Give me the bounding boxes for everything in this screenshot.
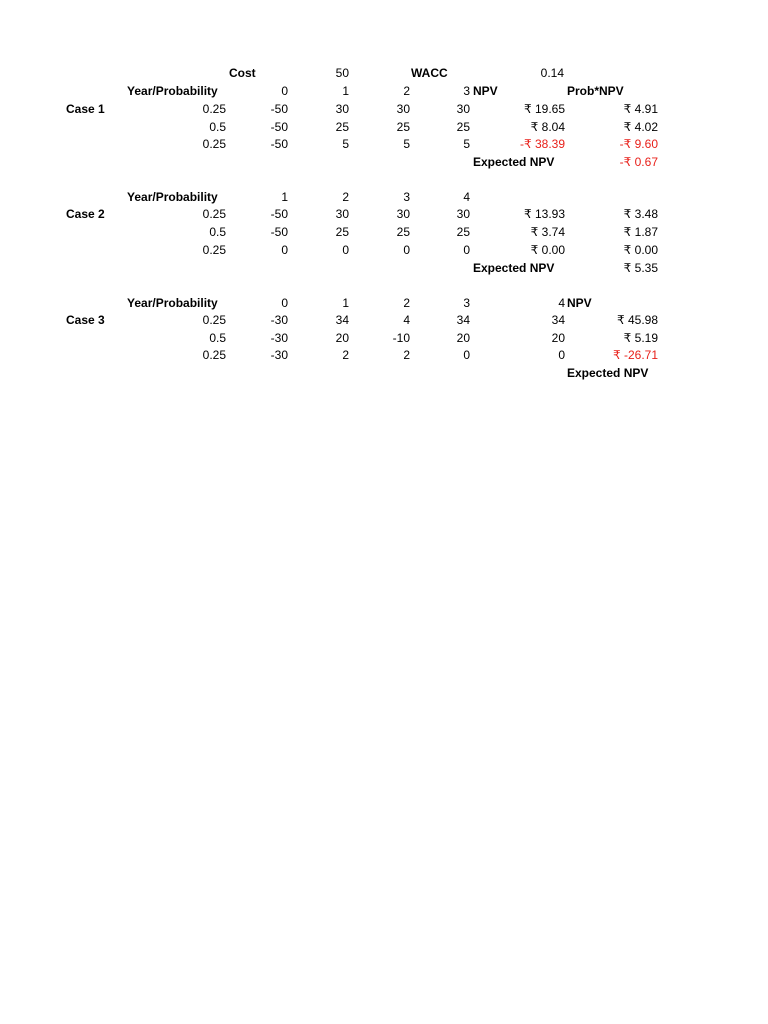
- cashflow-cell: 34: [551, 313, 565, 327]
- probability-cell: 0.25: [202, 207, 226, 221]
- cashflow-cell: 20: [551, 331, 565, 345]
- cashflow-cell: 25: [396, 225, 410, 239]
- cashflow-cell: 5: [463, 137, 470, 151]
- case2-expected-row: [0, 259, 768, 277]
- case3-npv-header: NPV: [567, 296, 592, 310]
- cashflow-cell: 0: [463, 348, 470, 362]
- table-row: [0, 223, 768, 241]
- npv-cell: ₹ 5.19: [623, 331, 658, 345]
- cashflow-cell: 30: [396, 102, 410, 116]
- cashflow-cell: 2: [342, 348, 349, 362]
- cashflow-cell: 30: [335, 207, 349, 221]
- case2-header-row: [0, 188, 768, 206]
- case1-header-row: [0, 82, 768, 100]
- table-row: [0, 329, 768, 347]
- cashflow-cell: 20: [456, 331, 470, 345]
- table-row: [0, 118, 768, 136]
- case3-year-4-header: 4: [558, 296, 565, 310]
- case1-year-1-header: 1: [342, 84, 349, 98]
- case1-year-3-header: 3: [463, 84, 470, 98]
- npv-cell: ₹ 3.74: [530, 225, 565, 239]
- case1-year-0-header: 0: [281, 84, 288, 98]
- cashflow-cell: 20: [335, 331, 349, 345]
- cost-value: 50: [335, 66, 349, 80]
- cashflow-cell: 0: [558, 348, 565, 362]
- case2-year-3-header: 3: [403, 190, 410, 204]
- cashflow-cell: 30: [456, 207, 470, 221]
- cashflow-cell: 25: [335, 225, 349, 239]
- npv-cell: ₹ 19.65: [524, 102, 565, 116]
- case1-label: Case 1: [66, 102, 105, 116]
- cashflow-cell: 0: [281, 243, 288, 257]
- probability-cell: 0.5: [209, 225, 226, 239]
- case3-year-3-header: 3: [463, 296, 470, 310]
- cashflow-cell: 30: [335, 102, 349, 116]
- prob-npv-cell: ₹ 3.48: [623, 207, 658, 221]
- table-row: [0, 205, 768, 223]
- wacc-value: 0.14: [540, 66, 564, 80]
- cashflow-cell: -50: [270, 207, 288, 221]
- cashflow-cell: -10: [392, 331, 410, 345]
- cashflow-cell: -30: [270, 348, 288, 362]
- cashflow-cell: 34: [456, 313, 470, 327]
- case1-year-probability-header: Year/Probability: [127, 84, 218, 98]
- cashflow-cell: -50: [270, 102, 288, 116]
- cashflow-cell: -50: [270, 137, 288, 151]
- case3-year-probability-header: Year/Probability: [127, 296, 218, 310]
- npv-cell: ₹ 8.04: [530, 120, 565, 134]
- case1-npv-header: NPV: [473, 84, 498, 98]
- cashflow-cell: 25: [456, 120, 470, 134]
- cashflow-cell: 0: [403, 243, 410, 257]
- case1-expected-npv-value: -₹ 0.67: [619, 155, 658, 169]
- probability-cell: 0.25: [202, 348, 226, 362]
- case2-year-2-header: 2: [342, 190, 349, 204]
- case3-label: Case 3: [66, 313, 105, 327]
- npv-cell: ₹ 13.93: [524, 207, 565, 221]
- probability-cell: 0.25: [202, 243, 226, 257]
- cost-label: Cost: [229, 66, 256, 80]
- probability-cell: 0.5: [209, 120, 226, 134]
- case2-year-1-header: 1: [281, 190, 288, 204]
- table-row: [0, 311, 768, 329]
- cashflow-cell: 30: [396, 207, 410, 221]
- npv-cell-negative: -₹ 38.39: [520, 137, 565, 151]
- case2-expected-npv-label: Expected NPV: [473, 261, 555, 275]
- wacc-label: WACC: [411, 66, 448, 80]
- case3-year-2-header: 2: [403, 296, 410, 310]
- cashflow-cell: 4: [403, 313, 410, 327]
- table-row: [0, 241, 768, 259]
- case3-expected-row: [0, 364, 768, 382]
- cashflow-cell: 30: [456, 102, 470, 116]
- prob-npv-cell: ₹ 4.91: [623, 102, 658, 116]
- case3-year-0-header: 0: [281, 296, 288, 310]
- cashflow-cell: -50: [270, 120, 288, 134]
- cashflow-cell: 5: [403, 137, 410, 151]
- case1-expected-npv-label: Expected NPV: [473, 155, 555, 169]
- case1-year-2-header: 2: [403, 84, 410, 98]
- params-row: [0, 64, 768, 82]
- npv-cell-negative: ₹ -26.71: [613, 348, 658, 362]
- cashflow-cell: 0: [342, 243, 349, 257]
- case3-year-1-header: 1: [342, 296, 349, 310]
- probability-cell: 0.25: [202, 102, 226, 116]
- npv-cell: ₹ 0.00: [530, 243, 565, 257]
- table-row: [0, 100, 768, 118]
- case1-expected-row: [0, 153, 768, 171]
- cashflow-cell: 25: [456, 225, 470, 239]
- case3-expected-npv-label: Expected NPV: [567, 366, 649, 380]
- prob-npv-cell: ₹ 0.00: [623, 243, 658, 257]
- cashflow-cell: 5: [342, 137, 349, 151]
- case2-year-4-header: 4: [463, 190, 470, 204]
- case2-label: Case 2: [66, 207, 105, 221]
- cashflow-cell: -30: [270, 331, 288, 345]
- prob-npv-cell: ₹ 1.87: [623, 225, 658, 239]
- case3-header-row: [0, 294, 768, 312]
- cashflow-cell: 34: [335, 313, 349, 327]
- case1-prob-npv-header: Prob*NPV: [567, 84, 624, 98]
- probability-cell: 0.5: [209, 331, 226, 345]
- cashflow-cell: -30: [270, 313, 288, 327]
- table-row: [0, 135, 768, 153]
- cashflow-cell: 0: [463, 243, 470, 257]
- case2-expected-npv-value: ₹ 5.35: [623, 261, 658, 275]
- cashflow-cell: 25: [335, 120, 349, 134]
- prob-npv-cell-negative: -₹ 9.60: [619, 137, 658, 151]
- cashflow-cell: 25: [396, 120, 410, 134]
- case2-year-probability-header: Year/Probability: [127, 190, 218, 204]
- table-row: [0, 346, 768, 364]
- prob-npv-cell: ₹ 4.02: [623, 120, 658, 134]
- cashflow-cell: -50: [270, 225, 288, 239]
- cashflow-cell: 2: [403, 348, 410, 362]
- probability-cell: 0.25: [202, 137, 226, 151]
- probability-cell: 0.25: [202, 313, 226, 327]
- npv-cell: ₹ 45.98: [617, 313, 658, 327]
